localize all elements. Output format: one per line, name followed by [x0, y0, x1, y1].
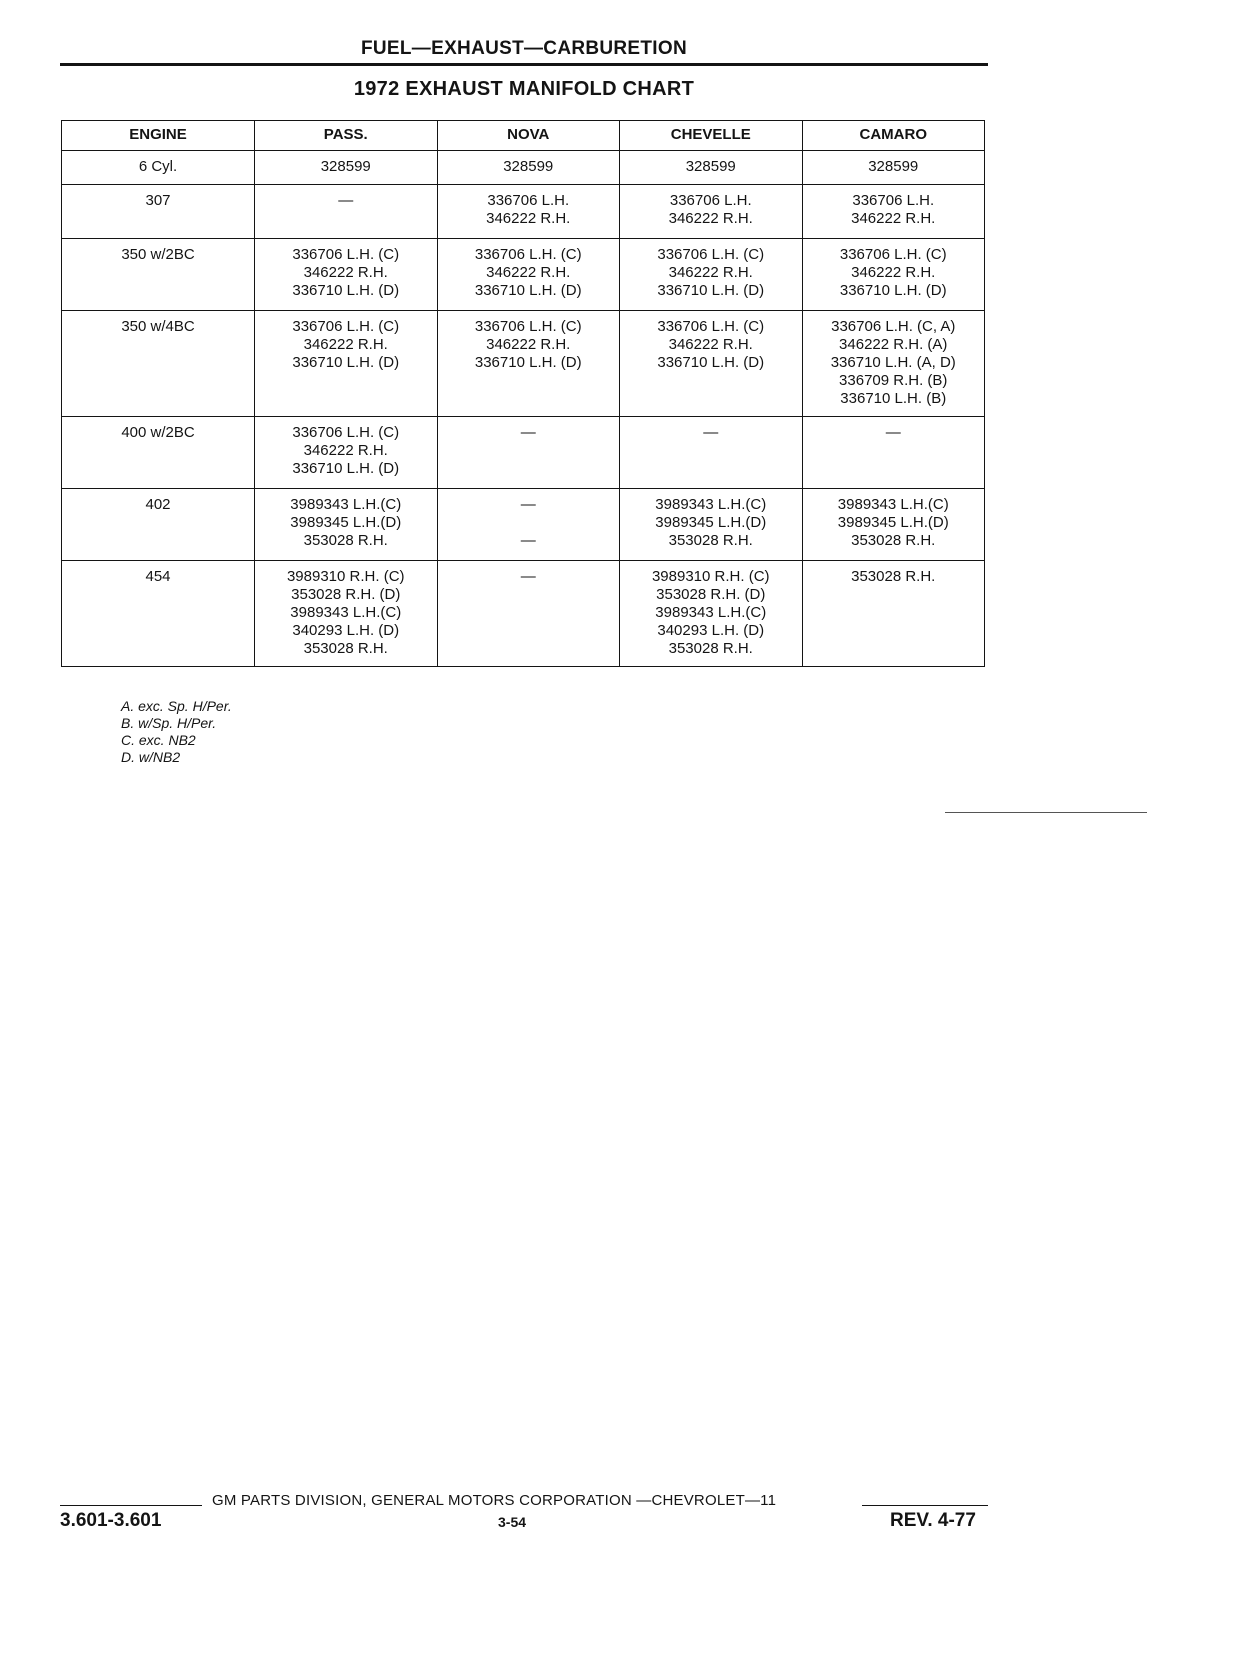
part-number: 336706 L.H. — [852, 192, 935, 209]
part-number: 336706 L.H. (C) — [657, 318, 765, 335]
part-number: 336706 L.H. (C) — [657, 246, 765, 263]
part-number: 346222 R.H. — [486, 336, 571, 353]
column-header-camaro: CAMARO — [802, 121, 985, 151]
part-number: 336706 L.H. — [669, 192, 752, 209]
footer-rule-right — [862, 1505, 988, 1506]
footnote-d: D. w/NB2 — [121, 749, 181, 765]
part-cell — [802, 239, 985, 311]
part-number: 336706 L.H. (C) — [292, 318, 400, 335]
column-header-engine: ENGINE — [62, 121, 255, 151]
part-number: 3989345 L.H.(D) — [837, 514, 949, 531]
part-number: 3989343 L.H.(C) — [655, 496, 767, 513]
part-number: 353028 R.H. — [851, 568, 936, 585]
table-row — [62, 239, 985, 311]
footnote-a: A. exc. Sp. H/Per. — [121, 698, 232, 714]
column-header-chevelle: CHEVELLE — [620, 121, 803, 151]
part-number: 346222 R.H. — [668, 336, 753, 353]
part-number: 336710 L.H. (D) — [657, 282, 765, 299]
part-cell — [437, 417, 620, 489]
part-number — [442, 514, 616, 532]
part-number: 336706 L.H. (C) — [474, 246, 582, 263]
footer-rule-left — [60, 1505, 202, 1506]
part-cell — [620, 151, 803, 185]
table-row — [62, 417, 985, 489]
footnotes — [121, 698, 232, 766]
part-number: 336706 L.H. (C) — [292, 424, 400, 441]
part-number: 346222 R.H. — [303, 442, 388, 459]
part-cell — [437, 185, 620, 239]
engine-cell: 307 — [62, 185, 255, 239]
part-number: 328599 — [503, 158, 554, 175]
part-number: 346222 R.H. — [851, 210, 936, 227]
part-number: 353028 R.H. (D) — [656, 586, 766, 603]
part-cell — [437, 151, 620, 185]
part-cell — [437, 489, 620, 561]
part-cell — [437, 561, 620, 667]
engine-cell: 454 — [62, 561, 255, 667]
part-number: 346222 R.H. — [486, 264, 571, 281]
part-number: 336706 L.H. (C) — [292, 246, 400, 263]
part-number: — — [885, 424, 901, 441]
engine-cell: 350 w/4BC — [62, 311, 255, 417]
part-number: 346222 R.H. — [668, 264, 753, 281]
part-number: — — [520, 496, 536, 513]
chart-title: 1972 EXHAUST MANIFOLD CHART — [353, 78, 695, 100]
part-number: 3989310 R.H. (C) — [286, 568, 405, 585]
part-cell — [620, 417, 803, 489]
table-header-row — [62, 121, 985, 151]
part-number: 336710 L.H. (D) — [292, 354, 400, 371]
part-number: 346222 R.H. — [303, 264, 388, 281]
part-number: 336706 L.H. (C, A) — [831, 318, 956, 335]
part-cell — [802, 151, 985, 185]
part-number: 353028 R.H. — [303, 640, 388, 657]
part-number: 336709 R.H. (B) — [839, 372, 948, 389]
part-number: 3989343 L.H.(C) — [655, 604, 767, 621]
part-number: 346222 R.H. — [851, 264, 936, 281]
part-number: 353028 R.H. (D) — [291, 586, 401, 603]
part-number: 336710 L.H. (D) — [839, 282, 947, 299]
engine-cell: 402 — [62, 489, 255, 561]
part-number: 353028 R.H. — [851, 532, 936, 549]
part-cell — [802, 417, 985, 489]
part-cell — [437, 311, 620, 417]
footer-section-code: 3.601-3.601 — [60, 1510, 162, 1531]
part-number: 328599 — [868, 158, 919, 175]
footnote-c: C. exc. NB2 — [121, 732, 196, 748]
part-number: 346222 R.H. — [668, 210, 753, 227]
table-row — [62, 561, 985, 667]
part-cell — [255, 185, 438, 239]
table-row — [62, 151, 985, 185]
part-cell — [255, 489, 438, 561]
footer-publisher: GM PARTS DIVISION, GENERAL MOTORS CORPORATION —CHEVROLET—11 — [212, 1492, 777, 1509]
part-number: — — [520, 532, 536, 549]
margin-mark — [945, 812, 1147, 813]
part-cell — [802, 185, 985, 239]
part-number: 3989345 L.H.(D) — [290, 514, 402, 531]
header-rule — [60, 63, 988, 66]
part-number: 3989343 L.H.(C) — [290, 496, 402, 513]
part-cell — [620, 489, 803, 561]
footer-revision: REV. 4-77 — [890, 1510, 976, 1531]
part-cell — [255, 311, 438, 417]
part-number: 346222 R.H. — [303, 336, 388, 353]
part-cell — [255, 417, 438, 489]
part-number: 336710 L.H. (D) — [292, 460, 400, 477]
part-number: 340293 L.H. (D) — [292, 622, 400, 639]
part-number: 336710 L.H. (D) — [474, 354, 582, 371]
part-cell — [620, 185, 803, 239]
part-number: 353028 R.H. — [668, 532, 753, 549]
table-body — [62, 151, 985, 667]
part-number: 353028 R.H. — [303, 532, 388, 549]
column-header-nova: NOVA — [437, 121, 620, 151]
part-number: 336706 L.H. — [487, 192, 570, 209]
part-number: 3989345 L.H.(D) — [655, 514, 767, 531]
part-number: — — [520, 424, 536, 441]
section-title: FUEL—EXHAUST—CARBURETION — [361, 38, 687, 59]
table-row — [62, 185, 985, 239]
part-number: 328599 — [320, 158, 371, 175]
part-cell — [802, 561, 985, 667]
engine-cell: 6 Cyl. — [62, 151, 255, 185]
part-cell — [437, 239, 620, 311]
part-cell — [255, 151, 438, 185]
part-number: 3989310 R.H. (C) — [651, 568, 770, 585]
footnote-b: B. w/Sp. H/Per. — [121, 715, 217, 731]
part-number: 336706 L.H. (C) — [839, 246, 947, 263]
exhaust-manifold-table — [61, 120, 985, 667]
part-number: 336710 L.H. (D) — [657, 354, 765, 371]
part-cell — [802, 311, 985, 417]
part-cell — [620, 561, 803, 667]
part-cell — [255, 561, 438, 667]
part-number: 336706 L.H. (C) — [474, 318, 582, 335]
column-header-pass: PASS. — [255, 121, 438, 151]
part-cell — [620, 239, 803, 311]
part-number: 340293 L.H. (D) — [657, 622, 765, 639]
engine-cell: 400 w/2BC — [62, 417, 255, 489]
part-number: 336710 L.H. (B) — [840, 390, 947, 407]
part-number: 336710 L.H. (D) — [292, 282, 400, 299]
part-number: 336710 L.H. (A, D) — [830, 354, 956, 371]
part-number: — — [338, 192, 354, 209]
part-number: 346222 R.H. — [486, 210, 571, 227]
footer-page-number: 3-54 — [498, 1514, 527, 1530]
part-cell — [802, 489, 985, 561]
part-number: 336710 L.H. (D) — [474, 282, 582, 299]
part-cell — [620, 311, 803, 417]
part-cell — [255, 239, 438, 311]
engine-cell: 350 w/2BC — [62, 239, 255, 311]
part-number: — — [520, 568, 536, 585]
part-number: — — [703, 424, 719, 441]
part-number: 353028 R.H. — [668, 640, 753, 657]
table-row — [62, 311, 985, 417]
part-number: 346222 R.H. (A) — [839, 336, 948, 353]
part-number: 3989343 L.H.(C) — [290, 604, 402, 621]
part-number: 3989343 L.H.(C) — [837, 496, 949, 513]
table-row — [62, 489, 985, 561]
part-number: 328599 — [685, 158, 736, 175]
